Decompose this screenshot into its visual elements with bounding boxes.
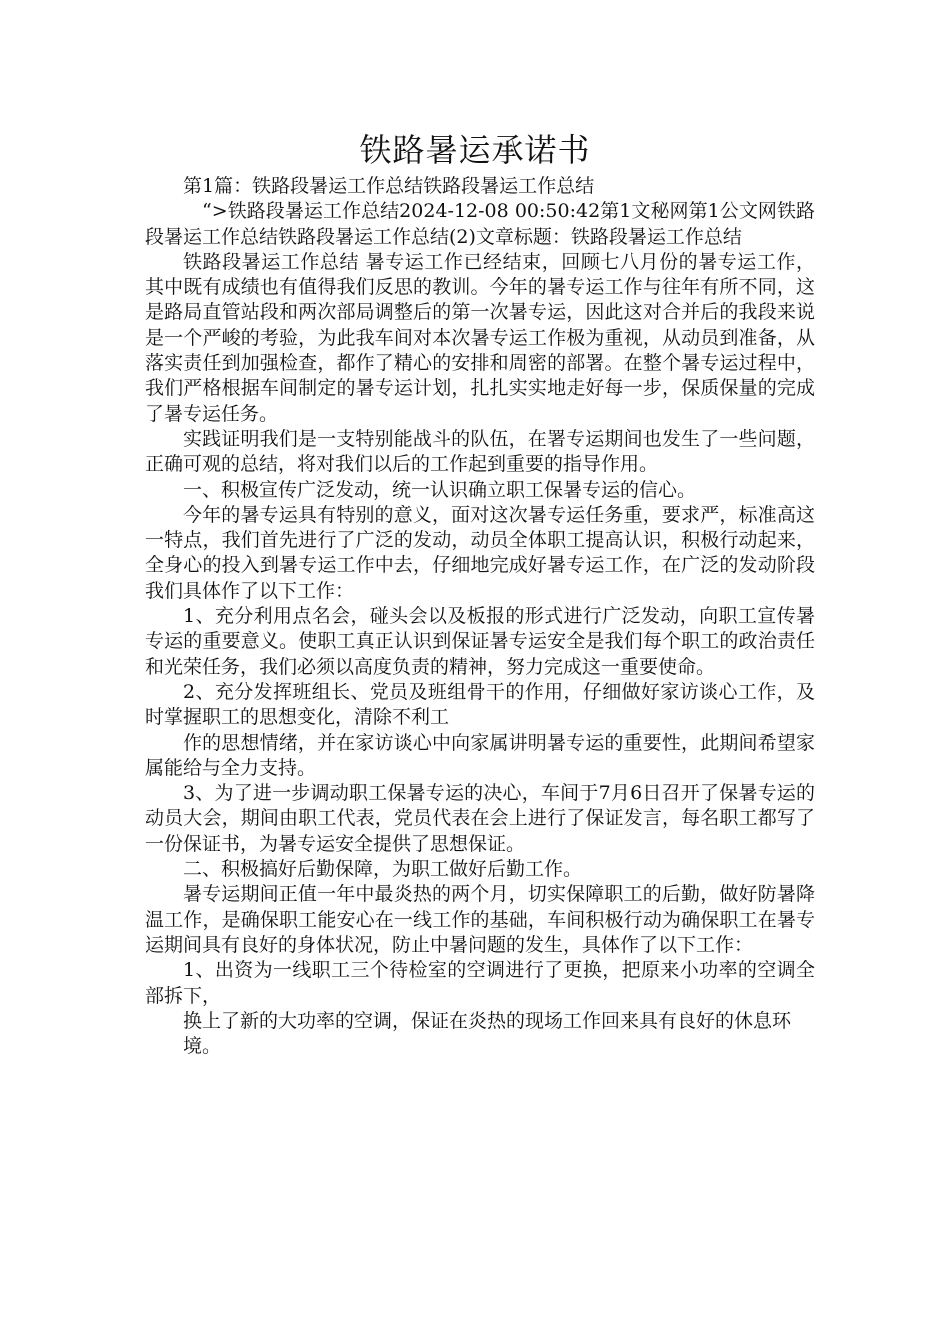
list-item: 2、充分发挥班组长、党员及班组骨干的作用，仔细做好家访谈心工作，及时掌握职工的思想变化，清除不利工	[145, 680, 815, 729]
section-heading: 一、积极宣传广泛发动，统一认识确立职工保暑专运的信心。	[183, 478, 697, 501]
body-paragraph: 今年的暑专运具有特别的意义，面对这次暑专运任务重，要求严，标准高这一特点，我们首先进行了广泛的发动，动员全体职工提高认识，积极行动起来，全身心的投入到暑专运工作中去，仔细地完成好暑专运工作，在广泛的发动阶段我们具体作了以下工作：	[145, 503, 815, 602]
section-heading: 二、积极搞好后勤保障，为职工做好后勤工作。	[183, 858, 583, 881]
body-paragraph: 换上了新的大功率的空调，保证在炎热的现场工作回来具有良好的休息环	[183, 1009, 792, 1032]
body-paragraph: 作的思想情绪，并在家访谈心中向家属讲明暑专运的重要性，此期间希望家属能给与全力支持。	[145, 731, 815, 779]
list-item: 1、出资为一线职工三个待检室的空调进行了更换，把原来小功率的空调全部拆下，	[145, 959, 815, 1007]
list-item: 3、为了进一步调动职工保暑专运的决心，车间于7月6日召开了保暑专运的动员大会，期间由职工代表，党员代表在会上进行了保证发言，每名职工都写了一份保证书，为暑专运安全提供了思想保证。	[145, 782, 815, 855]
document-body	[145, 174, 815, 1059]
body-paragraph: 实践证明我们是一支特别能战斗的队伍，在署专运期间也发生了一些问题，正确可观的总结，将对我们以后的工作起到重要的指导作用。	[145, 427, 815, 476]
list-item: 1、充分利用点名会，碰头会以及板报的形式进行广泛发动，向职工宣传暑专运的重要意义。使职工真正认识到保证暑专运安全是我们每个职工的政治责任和光荣任务，我们必须以高度负责的精神，努力完成这一重要使命。	[145, 605, 815, 678]
body-paragraph: 铁路段暑运工作总结 暑专运工作已经结束，回顾七八月份的暑专运工作，其中既有成绩也有值得我们反思的教训。今年的暑专运工作与往年有所不同，这是路局直管站段和两次部局调整后的第一次暑专运，因此这对合并后的我段来说是一个严峻的考验，为此我车间对本次暑专运工作极为重视，从动员到准备，从落实责任到加强检查，都作了精心的安排和周密的部署。在整个暑专运过程中，我们严格根据车间制定的暑专运计划，扎扎实实地走好每一步，保质保量的完成了暑专运任务。	[145, 250, 815, 425]
body-paragraph: 境。	[183, 1035, 222, 1058]
body-paragraph: 暑专运期间正值一年中最炎热的两个月，切实保障职工的后勤，做好防暑降温工作，是确保职工能安心在一线工作的基础，车间积极行动为确保职工在暑专运期间具有良好的身体状况，防止中暑问题的发生，具体作了以下工作：	[145, 883, 815, 956]
source-info-paragraph: “>铁路段暑运工作总结2024-12-08 00:50:42第1文秘网第1公文网铁路段暑运工作总结铁路段暑运工作总结(2)文章标题：铁路段暑运工作总结	[145, 200, 815, 248]
document-title: 铁路暑运承诺书	[359, 131, 591, 169]
chapter-heading: 第1篇：铁路段暑运工作总结铁路段暑运工作总结	[183, 175, 595, 197]
